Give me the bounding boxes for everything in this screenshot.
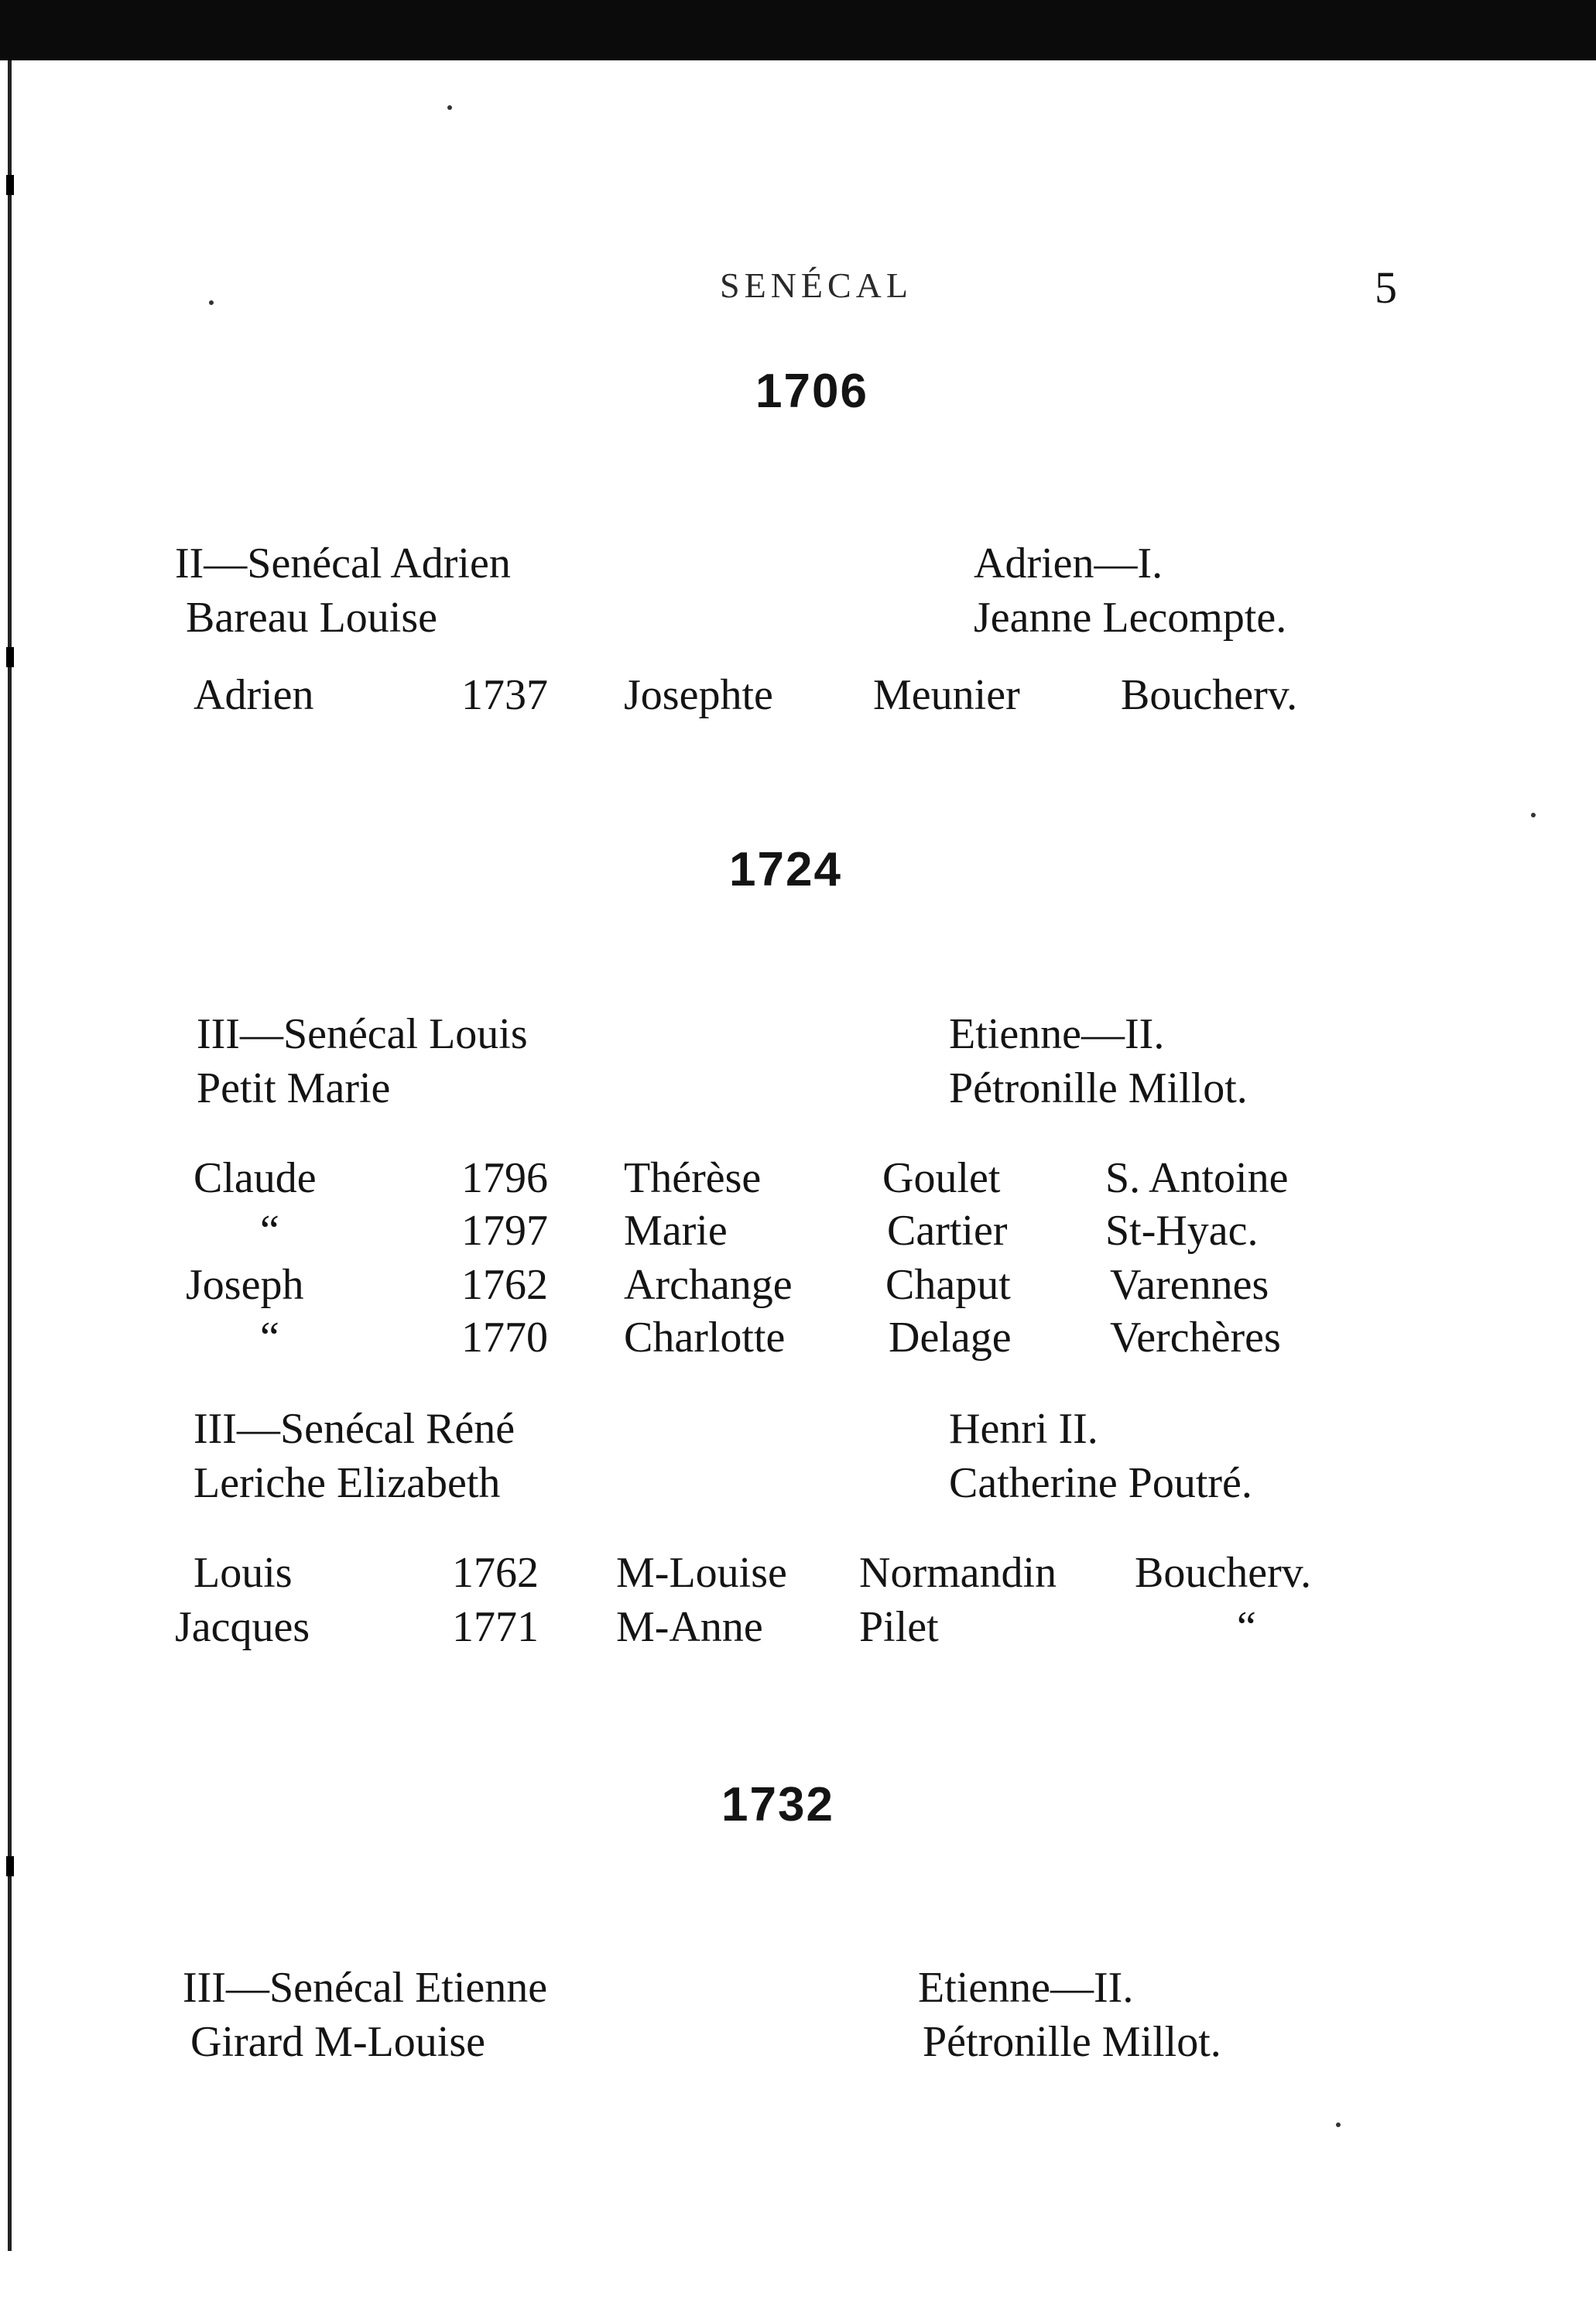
spouse-first-name: Thérèse: [624, 1154, 762, 1202]
husband-mother-line: Jeanne Lecompte.: [974, 594, 1287, 642]
child-name: Claude: [194, 1154, 317, 1202]
scan-left-mark: [6, 175, 14, 195]
spouse-surname: Chaput: [885, 1261, 1011, 1309]
marriage-year: 1770: [461, 1314, 548, 1362]
scan-top-border: [0, 0, 1596, 60]
spouse-surname: Goulet: [882, 1154, 1001, 1202]
marriage-year: 1797: [461, 1207, 548, 1255]
marriage-year: 1762: [452, 1549, 539, 1597]
child-name: Jacques: [175, 1603, 310, 1651]
scan-left-mark: [6, 1856, 14, 1876]
couple-wife-line: Leriche Elizabeth: [194, 1459, 501, 1507]
husband-mother-line: Pétronille Millot.: [923, 2018, 1221, 2066]
spouse-surname: Cartier: [887, 1207, 1008, 1255]
ditto-mark: “: [260, 1314, 279, 1362]
section-year-1732: 1732: [721, 1778, 834, 1831]
section-year-1724: 1724: [729, 843, 842, 896]
spouse-first-name: Marie: [624, 1207, 728, 1255]
marriage-place: Verchères: [1110, 1314, 1281, 1362]
marriage-year: 1771: [452, 1603, 539, 1651]
husband-mother-line: Pétronille Millot.: [949, 1064, 1248, 1112]
couple-wife-line: Petit Marie: [197, 1064, 391, 1112]
couple-husband-line: III—Senécal Etienne: [183, 1964, 548, 2012]
marriage-place: Boucherv.: [1135, 1549, 1312, 1597]
marriage-year: 1796: [461, 1154, 548, 1202]
spouse-first-name: M-Anne: [616, 1603, 763, 1651]
couple-husband-line: III—Senécal Louis: [197, 1010, 528, 1058]
spouse-surname: Pilet: [859, 1603, 939, 1651]
couple-wife-line: Girard M-Louise: [190, 2018, 486, 2066]
couple-wife-line: Bareau Louise: [186, 594, 437, 642]
section-year-1706: 1706: [755, 365, 868, 418]
marriage-place: Varennes: [1110, 1261, 1269, 1309]
husband-parents-line: Etienne—II.: [949, 1010, 1165, 1058]
couple-husband-line: II—Senécal Adrien: [175, 540, 511, 588]
husband-parents-line: Henri II.: [949, 1405, 1098, 1453]
spouse-first-name: Josephte: [624, 671, 773, 719]
scan-speck: [209, 300, 214, 305]
spouse-surname: Meunier: [873, 671, 1020, 719]
spouse-first-name: Archange: [624, 1261, 793, 1309]
child-name: Louis: [194, 1549, 293, 1597]
marriage-place: St-Hyac.: [1105, 1207, 1259, 1255]
page-number: 5: [1375, 262, 1397, 313]
scan-left-edge: [8, 60, 12, 2251]
marriage-place: Boucherv.: [1121, 671, 1298, 719]
scan-speck: [447, 105, 452, 110]
husband-parents-line: Etienne—II.: [918, 1964, 1134, 2012]
scan-speck: [1531, 813, 1536, 817]
marriage-place: S. Antoine: [1105, 1154, 1289, 1202]
scan-left-mark: [6, 647, 14, 667]
marriage-year: 1762: [461, 1261, 548, 1309]
child-name: Joseph: [186, 1261, 304, 1309]
child-name: Adrien: [194, 671, 314, 719]
spouse-first-name: M-Louise: [616, 1549, 787, 1597]
spouse-surname: Normandin: [859, 1549, 1057, 1597]
marriage-year: 1737: [461, 671, 548, 719]
spouse-surname: Delage: [889, 1314, 1012, 1362]
ditto-mark: “: [1237, 1603, 1256, 1651]
husband-mother-line: Catherine Poutré.: [949, 1459, 1252, 1507]
running-head: SENÉCAL: [720, 266, 913, 305]
scan-speck: [1336, 2122, 1341, 2127]
ditto-mark: “: [260, 1207, 279, 1255]
spouse-first-name: Charlotte: [624, 1314, 786, 1362]
couple-husband-line: III—Senécal Réné: [194, 1405, 515, 1453]
husband-parents-line: Adrien—I.: [974, 540, 1163, 588]
